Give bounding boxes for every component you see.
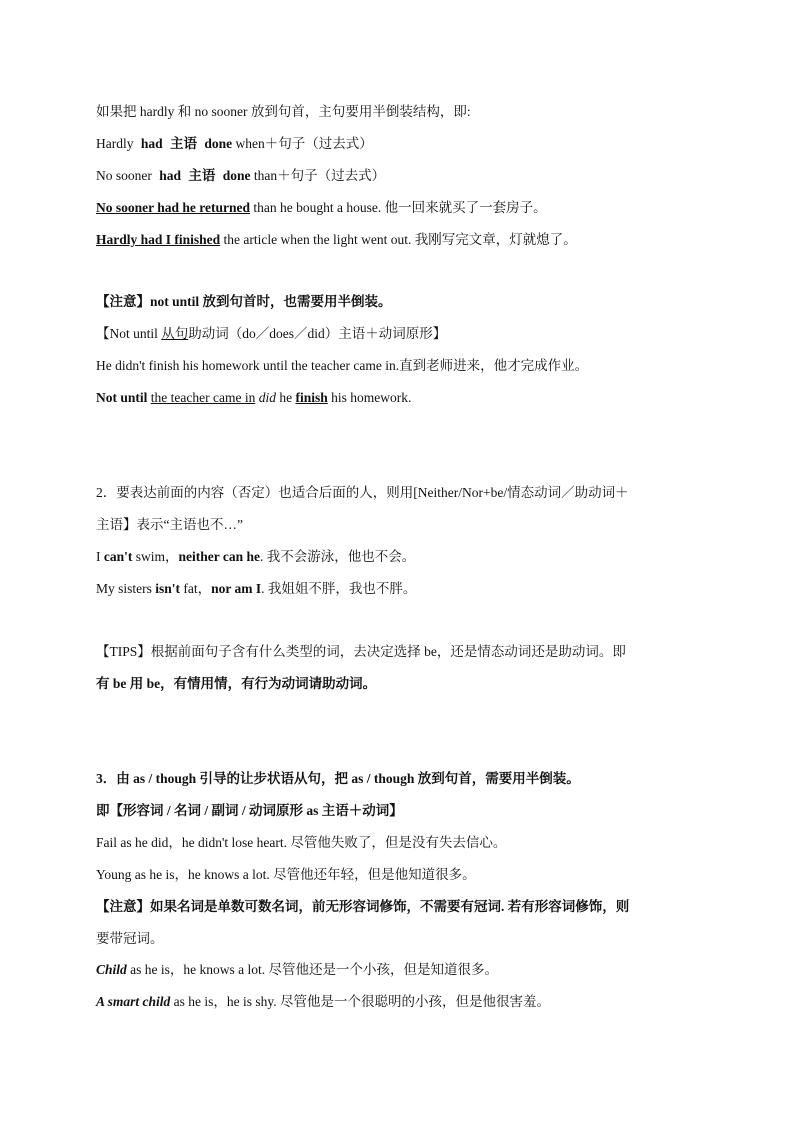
note-text: 【注意】not until 放到句首时，也需要用半倒装。 [96, 294, 392, 309]
example-emphasis: nor am I [211, 581, 262, 596]
example-verb: finish [295, 390, 328, 405]
example-clause: the teacher came in [150, 390, 256, 405]
tips-line1 [96, 642, 736, 662]
note-text: 【注意】如果名词是单数可数名词，前无形容词修饰，不需要有冠词. 若有形容词修饰，则 [96, 899, 630, 914]
section2-text: 主语】表示“主语也不…” [96, 517, 243, 532]
example-aux: did [258, 390, 276, 405]
example-hardly [96, 230, 736, 250]
example-emphasis: Hardly had I finished [96, 232, 221, 247]
formula-hardly [96, 134, 736, 154]
example-part: I [96, 549, 104, 564]
example-part: fat， [180, 581, 212, 596]
example-part: swim， [132, 549, 179, 564]
formula-rest: than＋句子（过去式） [253, 168, 386, 183]
formula-rest: when＋句子（过去式） [235, 136, 373, 151]
example-text: Young as he is，he knows a lot. 尽管他还年轻，但是他知道很多。 [96, 867, 476, 882]
rule-clause: 从句 [161, 326, 189, 341]
rule-not-until [96, 324, 736, 344]
example-rest: his homework. [331, 390, 412, 405]
example-no-sooner [96, 198, 736, 218]
section3-rule [96, 801, 736, 821]
example-text: Fail as he did，he didn't lose heart. 尽管他失败了，但是没有失去信心。 [96, 835, 507, 850]
formula-no-sooner-word: No sooner [96, 168, 152, 183]
formula-subject: 主语 [188, 168, 216, 183]
section2-line1 [96, 483, 736, 503]
example-child [96, 960, 736, 980]
example-neither [96, 547, 736, 567]
example-emphasis: can't [103, 549, 133, 564]
example-emphasis: Child [96, 962, 127, 977]
section3-title-text: 3．由 as / though 引导的让步状语从句，把 as / though 放到句首，需要用半倒装。 [96, 771, 580, 786]
formula-had: had [159, 168, 182, 183]
formula-had: had [140, 136, 163, 151]
example-emphasis: A smart child [96, 994, 171, 1009]
example-fail [96, 833, 736, 853]
tips-line2 [96, 674, 736, 694]
example-emphasis: isn't [155, 581, 181, 596]
example-nor [96, 579, 736, 599]
example-emphasis: No sooner had he returned [96, 200, 251, 215]
example-emphasis: neither can he [178, 549, 261, 564]
tips-text: 【TIPS】根据前面句子含有什么类型的词，去决定选择 be，还是情态动词还是助动词。即 [96, 644, 626, 659]
formula-no-sooner [96, 166, 736, 186]
section3-title [96, 769, 736, 789]
example-text: He didn't finish his homework until the teacher came in.直到老师进来，他才完成作业。 [96, 358, 589, 373]
example-rest: than he bought a house. 他一回来就买了一套房子。 [250, 200, 547, 215]
example-rest: the article when the light went out. 我刚写完文章，灯就熄了。 [220, 232, 577, 247]
formula-subject: 主语 [170, 136, 198, 151]
note-noun-line1 [96, 897, 736, 917]
example-part: . 我不会游泳，他也不会。 [260, 549, 416, 564]
formula-done: done [204, 136, 233, 151]
example-smart-child [96, 992, 736, 1012]
example-until [96, 356, 736, 376]
note-not-until [96, 292, 736, 312]
section2-line2 [96, 515, 736, 535]
example-rest: as he is，he knows a lot. 尽管他还是一个小孩，但是知道很多。 [126, 962, 498, 977]
example-not-until [96, 388, 736, 408]
formula-done: done [222, 168, 251, 183]
intro-line [96, 102, 736, 122]
example-not-until-word: Not until [96, 390, 148, 405]
rule-part: 助动词（do／does／did）主语＋动词原形】 [188, 326, 447, 341]
rule-part: 【Not until [96, 326, 162, 341]
section3-rule-text: 即【形容词 / 名词 / 副词 / 动词原形 as 主语＋动词】 [96, 803, 403, 818]
example-part: My sisters [96, 581, 156, 596]
example-subject: he [279, 390, 293, 405]
intro-text: 如果把 hardly 和 no sooner 放到句首，主句要用半倒装结构，即: [96, 104, 471, 119]
example-part: . 我姐姐不胖，我也不胖。 [261, 581, 417, 596]
tips-text: 有 be 用 be，有情用情，有行为动词请助动词。 [96, 676, 377, 691]
note-noun-line2 [96, 929, 736, 949]
note-text: 要带冠词。 [96, 931, 164, 946]
section2-text: 2．要表达前面的内容（否定）也适合后面的人，则用[Neither/Nor+be/情态动词／助动词＋ [96, 485, 629, 500]
example-young [96, 865, 736, 885]
formula-hardly-word: Hardly [96, 136, 134, 151]
example-rest: as he is，he is shy. 尽管他是一个很聪明的小孩，但是他很害羞。 [170, 994, 551, 1009]
